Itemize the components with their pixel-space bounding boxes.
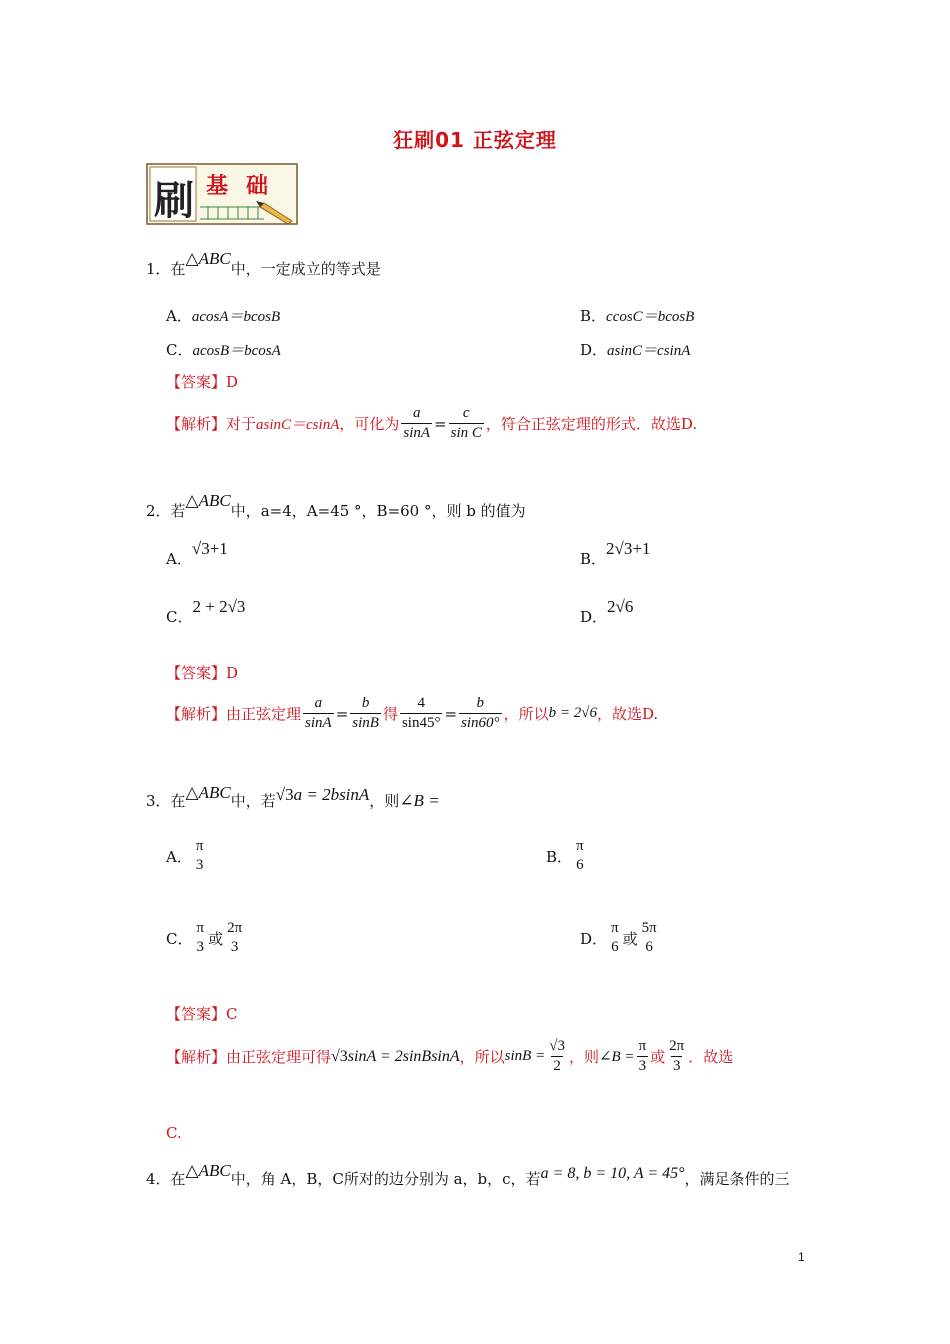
- badge-char-ji: 基: [206, 173, 229, 199]
- q3-option-d: D． π 6 或 5π 6: [580, 920, 657, 956]
- q2-answer: 【答案】D: [166, 664, 239, 682]
- q2-explanation: 【解析】由正弦定理 $\frac{a}{\sin A}$ = $\frac{b}{\sin B}$ 得 $\frac{4}{\sin 45^\circ}$ = $\frac{b}{\sin 60^\circ}$ ，所以 b = 2√6 ，故选D.: [166, 695, 659, 732]
- q1-option-c: C．acosB＝bcosA: [166, 341, 281, 359]
- question-1-stem: [146, 249, 381, 279]
- q1-answer: 【答案】D: [166, 373, 239, 391]
- q2-option-a: A．√3+1: [166, 539, 228, 568]
- q1-explanation: 【解析】对于 asinC＝csinA ，可化为 $\frac{a}{\sin A}$ = $\frac{c}{\text{sin C}}$ ，符合正弦定理的形式．故选D.: [166, 405, 698, 442]
- q2-option-d: D．2√6: [580, 597, 634, 626]
- q1-option-b: B．ccosC＝bcosB: [580, 307, 695, 325]
- fraction: $\frac{a}{\sin A}$: [403, 405, 431, 442]
- fraction: $\frac{c}{\text{sin C}}$: [450, 405, 482, 442]
- q3-option-c: C． π 3 或 2π 3: [166, 920, 243, 956]
- triangle-name: ABC: [198, 249, 231, 268]
- badge-char-chu: 础: [246, 173, 269, 199]
- section-badge: [146, 163, 298, 225]
- question-3-stem: 3．在 △ ABC 中，若 √3a = 2bsinA ，则 ∠B =: [146, 783, 440, 810]
- badge-char-shua: 刷: [154, 177, 194, 224]
- question-text: 中，一定成立的等式是: [230, 260, 381, 278]
- q2-option-c: C．2 + 2√3: [166, 597, 246, 626]
- q3-explanation-end: C.: [166, 1124, 182, 1142]
- page-title: 狂刷01 正弦定理: [393, 128, 557, 152]
- q3-explanation: 【解析】由正弦定理可得 √3sinA = 2sinBsinA ，所以 sinB = $\frac{√3}{2}$ ，则 ∠B = $\frac{\pi}{3}$ 或 $\frac{2\pi}{3}$ ．故选: [166, 1038, 734, 1075]
- q3-option-a: A． π 3: [166, 838, 204, 874]
- question-2-stem: 2．若△ABC中，a=4，A=45 °，B=60 °，则 b 的值为: [146, 491, 526, 520]
- triangle-symbol: △: [185, 249, 199, 268]
- q3-answer: 【答案】C: [166, 1005, 238, 1023]
- page-number: 1: [798, 1250, 805, 1264]
- q3-option-b: B． π 6: [546, 838, 584, 874]
- q2-option-b: B．2√3+1: [580, 539, 651, 568]
- q1-option-a: A．acosA＝bcosB: [166, 307, 281, 325]
- question-4-stem: 4．在 △ ABC 中，角 A，B，C所对的边分别为 a，b，c，若 a = 8, b = 10, A = 45° ，满足条件的三: [146, 1161, 790, 1188]
- q1-option-d: D．asinC＝csinA: [580, 341, 691, 359]
- question-number: 1．在: [146, 260, 186, 278]
